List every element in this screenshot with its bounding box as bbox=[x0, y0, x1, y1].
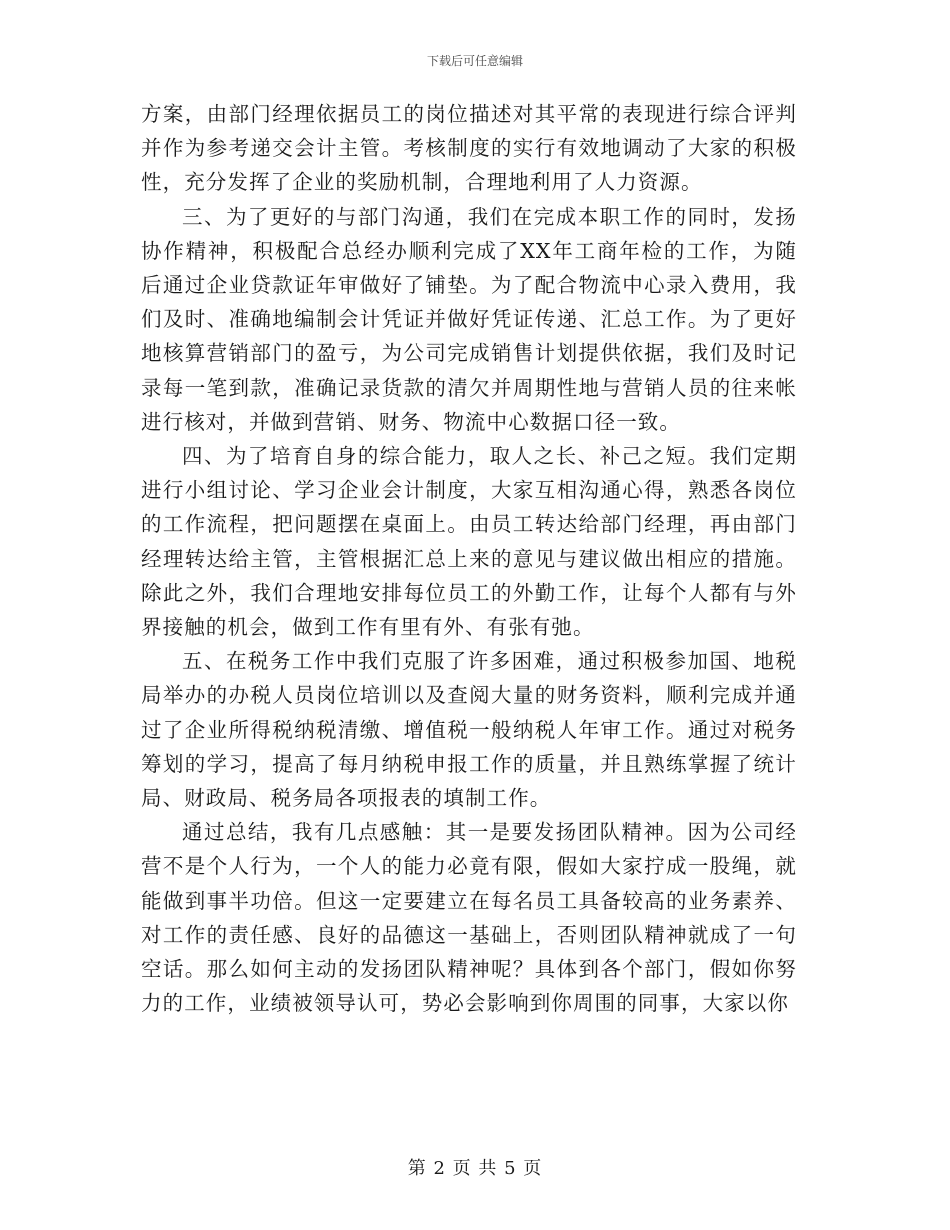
paragraph-3: 四、为了培育自身的综合能力，取人之长、补己之短。我们定期进行小组讨论、学习企业会计制度，大家互相沟通心得，熟悉各岗位的工作流程，把问题摆在桌面上。由员工转达给部门经理，再由部门经理转达给主管，主管根据汇总上来的意见与建议做出相应的措施。除此之外，我们合理地安排每位员工的外勤工作，让每个人都有与外界接触的机会，做到工作有里有外、有张有弛。 bbox=[141, 444, 797, 640]
page-header: 下载后可任意编辑 bbox=[426, 54, 523, 68]
paragraph-1: 方案，由部门经理依据员工的岗位描述对其平常的表现进行综合评判并作为参考递交会计主管。考核制度的实行有效地调动了大家的积极性，充分发挥了企业的奖励机制，合理地利用了人力资源。 bbox=[141, 102, 797, 195]
paragraph-5: 通过总结，我有几点感触：其一是要发扬团队精神。因为公司经营不是个人行为，一个人的能力必竟有限，假如大家拧成一股绳，就能做到事半功倍。但这一定要建立在每名员工具备较高的业务素养、对工作的责任感、良好的品德这一基础上，否则团队精神就成了一句空话。那么如何主动的发扬团队精神呢？具体到各个部门，假如你努力的工作，业绩被领导认可，势必会影响到你周围的同事，大家以你 bbox=[141, 820, 797, 1016]
page-footer: 第 2 页 共 5 页 bbox=[407, 1158, 543, 1179]
document-body bbox=[141, 97, 797, 1020]
paragraph-4: 五、在税务工作中我们克服了许多困难，通过积极参加国、地税局举办的办税人员岗位培训以及查阅大量的财务资料，顺利完成并通过了企业所得税纳税清缴、增值税一般纳税人年审工作。通过对税务筹划的学习，提高了每月纳税申报工作的质量，并且熟练掌握了统计局、财政局、税务局各项报表的填制工作。 bbox=[141, 649, 797, 811]
paragraph-2: 三、为了更好的与部门沟通，我们在完成本职工作的同时，发扬协作精神，积极配合总经办顺利完成了XX年工商年检的工作，为随后通过企业贷款证年审做好了铺垫。为了配合物流中心录入费用，我们及时、准确地编制会计凭证并做好凭证传递、汇总工作。为了更好地核算营销部门的盈亏，为公司完成销售计划提供依据，我们及时记录每一笔到款，准确记录货款的清欠并周期性地与营销人员的往来帐进行核对，并做到营销、财务、物流中心数据口径一致。 bbox=[141, 204, 797, 434]
